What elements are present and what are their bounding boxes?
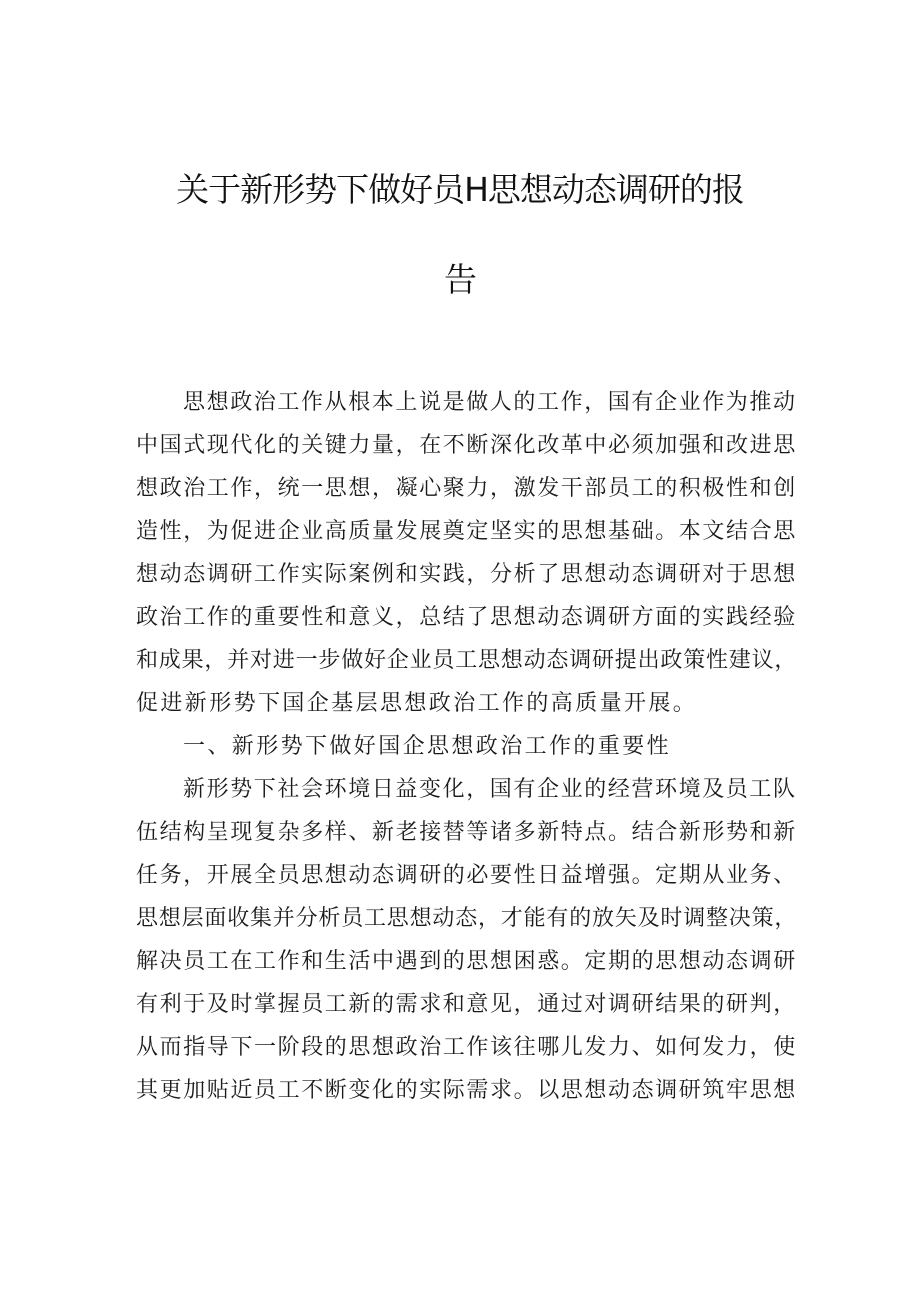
body-line: 任务，开展全员思想动态调研的必要性日益增强。定期从业务、 — [136, 863, 797, 888]
document-title-line-2: 告 — [444, 260, 476, 299]
body-line: 政治工作的重要性和意义，总结了思想动态调研方面的实践经验 — [136, 605, 797, 630]
body-line: 促进新形势下国企基层思想政治工作的高质量开展。 — [136, 691, 698, 716]
body-line: 想政治工作，统一思想，凝心聚力，激发干部员工的积极性和创 — [136, 476, 797, 501]
body-line: 伍结构呈现复杂多样、新老接替等诸多新特点。结合新形势和新 — [136, 820, 797, 845]
body-line: 其更加贴近员工不断变化的实际需求。以思想动态调研筑牢思想 — [136, 1078, 797, 1103]
body-line: 解决员工在工作和生活中遇到的思想困惑。定期的思想动态调研 — [136, 949, 797, 974]
body-line: 想动态调研工作实际案例和实践，分析了思想动态调研对于思想 — [136, 562, 797, 587]
body-line: 造性，为促进企业高质量发展奠定坚实的思想基础。本文结合思 — [136, 519, 797, 544]
section-heading: 一、新形势下做好国企思想政治工作的重要性 — [183, 734, 672, 759]
body-line: 从而指导下一阶段的思想政治工作该往哪儿发力、如何发力，使 — [136, 1035, 797, 1060]
document-title-line-1: 关于新形势下做好员H思想动态调研的报 — [176, 170, 744, 209]
body-line: 和成果，并对进一步做好企业员工思想动态调研提出政策性建议， — [136, 648, 798, 673]
body-line: 中国式现代化的关键力量，在不断深化改革中必须加强和改进思 — [136, 433, 797, 458]
body-line: 新形势下社会环境日益变化，国有企业的经营环境及员工队 — [183, 777, 797, 802]
body-line: 思想政治工作从根本上说是做人的工作，国有企业作为推动 — [183, 390, 797, 415]
body-line: 有利于及时掌握员工新的需求和意见，通过对调研结果的研判， — [136, 992, 797, 1017]
body-line: 思想层面收集并分析员工思想动态，才能有的放矢及时调整决策， — [136, 906, 798, 931]
